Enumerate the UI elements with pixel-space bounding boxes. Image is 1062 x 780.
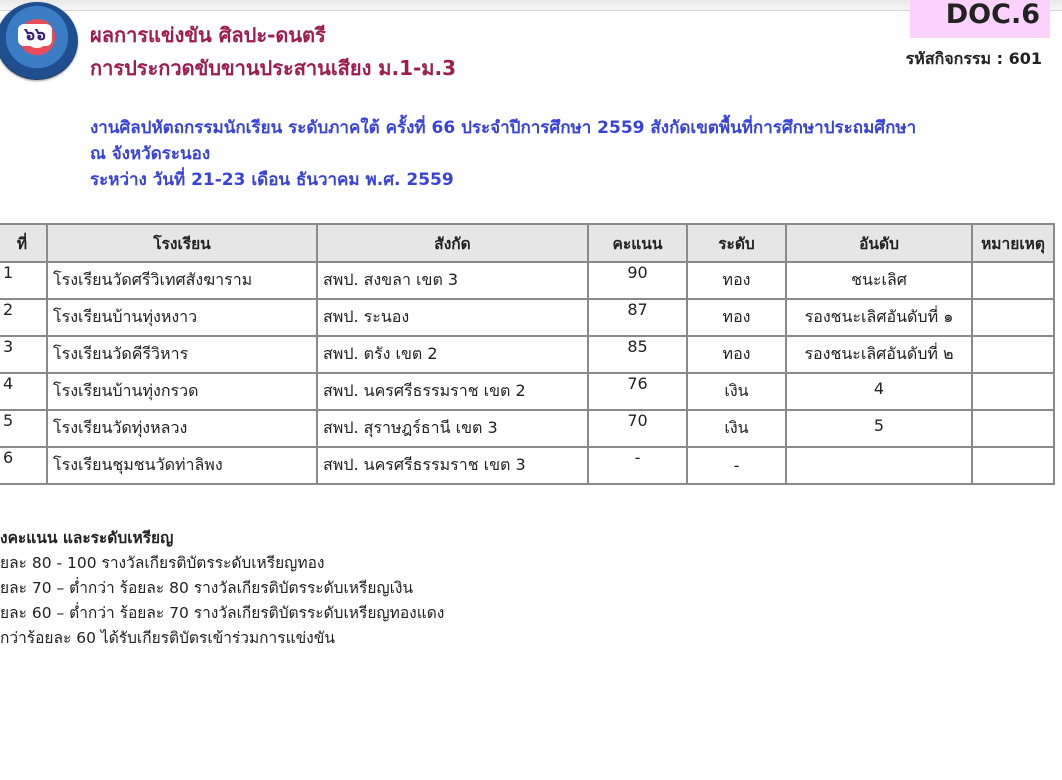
table-header-row <box>0 224 1054 262</box>
criteria-line: ยละ 60 – ต่ำกว่า ร้อยละ 70 รางวัลเกียรติบัตรระดับเหรียญทองแดง <box>0 604 445 622</box>
cell-note <box>972 336 1054 373</box>
cell-no: 2 <box>0 299 47 336</box>
criteria-line: ยละ 70 – ต่ำกว่า ร้อยละ 80 รางวัลเกียรติบัตรระดับเหรียญเงิน <box>0 579 414 597</box>
cell-score: 76 <box>588 373 687 410</box>
cell-rank: รองชนะเลิศอันดับที่ ๑ <box>786 299 972 336</box>
event-location: ณ จังหวัดระนอง <box>90 144 211 164</box>
header-score: คะแนน <box>588 224 687 262</box>
document-code-badge: DOC.6 <box>910 0 1050 38</box>
cell-affiliation: สพป. สุราษฎร์ธานี เขต 3 <box>317 410 588 447</box>
cell-note <box>972 410 1054 447</box>
cell-school: โรงเรียนบ้านทุ่งกรวด <box>47 373 317 410</box>
cell-note <box>972 447 1054 484</box>
cell-note <box>972 373 1054 410</box>
table-row <box>0 262 1054 299</box>
header-affiliation: สังกัด <box>317 224 588 262</box>
cell-school: โรงเรียนบ้านทุ่งหงาว <box>47 299 317 336</box>
table-row <box>0 447 1054 484</box>
logo-number: ๖๖ <box>18 24 52 46</box>
cell-note <box>972 262 1054 299</box>
cell-rank: 5 <box>786 410 972 447</box>
cell-score: - <box>588 447 687 484</box>
header-school: โรงเรียน <box>47 224 317 262</box>
results-table <box>0 223 1055 485</box>
event-description: งานศิลปหัตถกรรมนักเรียน ระดับภาคใต้ ครั้งที่ 66 ประจำปีการศึกษา 2559 สังกัดเขตพื้นที่การศึกษาประถมศึกษา <box>90 118 917 138</box>
cell-affiliation: สพป. ตรัง เขต 2 <box>317 336 588 373</box>
criteria-line: ยละ 80 - 100 รางวัลเกียรติบัตรระดับเหรียญทอง <box>0 554 325 572</box>
table-row <box>0 299 1054 336</box>
top-toolbar-strip <box>0 0 1062 11</box>
table-row <box>0 373 1054 410</box>
cell-level: ทอง <box>687 336 786 373</box>
cell-school: โรงเรียนวัดศรีวิเทศสังฆาราม <box>47 262 317 299</box>
cell-affiliation: สพป. ระนอง <box>317 299 588 336</box>
cell-level: ทอง <box>687 299 786 336</box>
cell-note <box>972 299 1054 336</box>
header-no: ที่ <box>0 224 47 262</box>
table-row <box>0 336 1054 373</box>
header-level: ระดับ <box>687 224 786 262</box>
cell-level: เงิน <box>687 373 786 410</box>
table-row <box>0 410 1054 447</box>
cell-rank <box>786 447 972 484</box>
cell-school: โรงเรียนชุมชนวัดท่าลิพง <box>47 447 317 484</box>
competition-logo <box>0 2 78 80</box>
cell-no: 3 <box>0 336 47 373</box>
cell-affiliation: สพป. นครศรีธรรมราช เขต 2 <box>317 373 588 410</box>
cell-no: 1 <box>0 262 47 299</box>
cell-level: - <box>687 447 786 484</box>
page-subtitle: การประกวดขับขานประสานเสียง ม.1-ม.3 <box>90 56 457 80</box>
header-note: หมายเหตุ <box>972 224 1054 262</box>
criteria-heading: งคะแนน และระดับเหรียญ <box>0 529 174 547</box>
scoring-criteria <box>0 526 444 651</box>
header-rank: อันดับ <box>786 224 972 262</box>
event-dates: ระหว่าง วันที่ 21-23 เดือน ธันวาคม พ.ศ. 2559 <box>90 170 454 190</box>
cell-affiliation: สพป. สงขลา เขต 3 <box>317 262 588 299</box>
cell-school: โรงเรียนวัดคีรีวิหาร <box>47 336 317 373</box>
cell-score: 87 <box>588 299 687 336</box>
cell-score: 85 <box>588 336 687 373</box>
cell-no: 6 <box>0 447 47 484</box>
page-title: ผลการแข่งขัน ศิลปะ-ดนตรี <box>90 23 326 47</box>
criteria-line: กว่าร้อยละ 60 ได้รับเกียรติบัตรเข้าร่วมการแข่งขัน <box>0 629 335 647</box>
cell-rank: ชนะเลิศ <box>786 262 972 299</box>
cell-school: โรงเรียนวัดทุ่งหลวง <box>47 410 317 447</box>
cell-level: เงิน <box>687 410 786 447</box>
cell-no: 4 <box>0 373 47 410</box>
cell-rank: 4 <box>786 373 972 410</box>
cell-score: 90 <box>588 262 687 299</box>
cell-rank: รองชนะเลิศอันดับที่ ๒ <box>786 336 972 373</box>
cell-level: ทอง <box>687 262 786 299</box>
cell-no: 5 <box>0 410 47 447</box>
cell-affiliation: สพป. นครศรีธรรมราช เขต 3 <box>317 447 588 484</box>
activity-code: รหัสกิจกรรม : 601 <box>905 49 1042 68</box>
cell-score: 70 <box>588 410 687 447</box>
